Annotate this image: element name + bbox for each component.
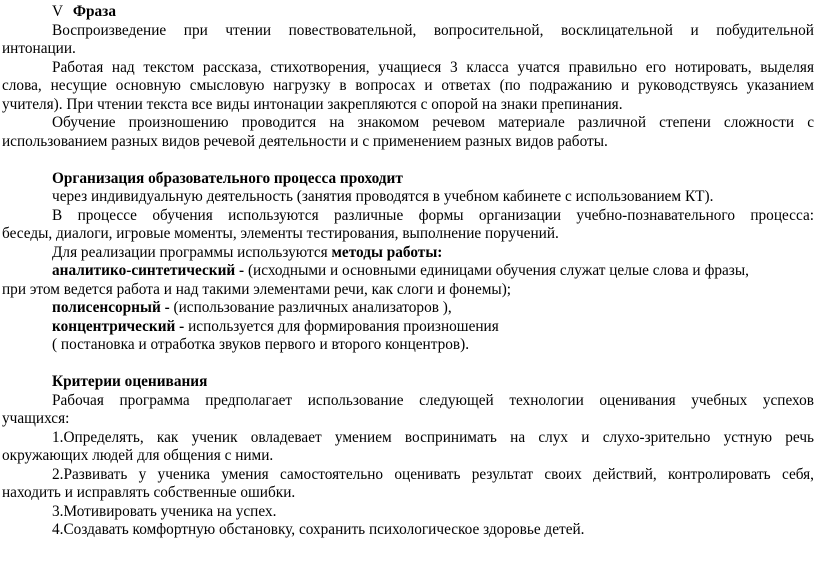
list-item: 1.Определять, как ученик овладевает умением воспринимать на слух и слухо-зрительно устную речь <box>52 428 814 446</box>
section-heading <box>2 3 814 22</box>
paragraph-line: учащихся: <box>2 410 70 427</box>
method-concentric <box>2 318 814 337</box>
paragraph-line: интонации. <box>2 40 76 57</box>
method-polysensory <box>2 299 814 318</box>
method-label: концентрический - <box>52 317 189 335</box>
paragraph-line: Рабочая программа предполагает использование следующей технологии оценивания учебных успехов <box>52 391 814 409</box>
paragraph-line: ( постановка и отработка звуков первого и второго концентров). <box>52 336 470 353</box>
method-analytic <box>2 262 814 281</box>
method-text: (использование различных анализаторов ), <box>173 299 452 316</box>
paragraph-line: Обучение произношению проводится на знакомом речевом материале различной степени сложности с <box>52 114 814 131</box>
paragraph-line: при этом ведется работа и над такими элементами речи, как слоги и фонемы); <box>2 280 512 298</box>
section-numeral: V <box>52 3 64 20</box>
paragraph-line: беседы, диалоги, игровые моменты, элементы тестирования, выполнение поручений. <box>2 225 559 242</box>
methods-intro-text: Для реализации программы используются <box>52 243 332 261</box>
criteria-heading: Критерии оценивания <box>52 373 208 390</box>
list-item-continuation: окружающих людей для общения с ними. <box>2 447 274 464</box>
list-item-continuation: находить и исправлять собственные ошибки. <box>2 484 296 501</box>
method-text: (исходными и основными единицами обучения служат целые слова и фразы, <box>247 262 749 279</box>
method-label: аналитико-синтетический - <box>52 262 248 279</box>
paragraph-line: Работая над текстом рассказа, стихотворения, учащиеся 3 класса учатся правильно его нотировать, выделяя <box>52 58 814 76</box>
organization-heading: Организация образовательного процесса проходит <box>52 169 403 187</box>
paragraph-line: учителя). При чтении текста все виды интонации закрепляются с опорой на знаки препинания. <box>2 95 623 113</box>
list-item: 3.Мотивировать ученика на успех. <box>52 502 277 520</box>
paragraph-line: Воспроизведение при чтении повествовательной, вопросительной, восклицательной и побудительной <box>52 21 814 39</box>
paragraph-line: использованием разных видов речевой деятельности и с применением разных видов работы. <box>2 132 608 150</box>
spacer <box>2 151 814 170</box>
paragraph-line: В процессе обучения используются различные формы организации учебно-познавательного процесса: <box>52 206 814 224</box>
method-label: полисенсорный - <box>52 299 174 316</box>
paragraph-line: через индивидуальную деятельность (занятия проводятся в учебном кабинете с использованием КТ). <box>52 188 714 205</box>
methods-label: методы работы: <box>331 243 443 261</box>
list-item: 4.Создавать комфортную обстановку, сохранить психологическое здоровье детей. <box>52 521 585 538</box>
method-text: используется для формирования произношения <box>188 317 499 335</box>
paragraph-line: слова, несущие основную смысловую нагрузку в вопросах и ответах (по подражанию и руководствуясь указанием <box>2 77 814 94</box>
spacer <box>2 355 814 374</box>
section-title: Фраза <box>72 3 116 20</box>
methods-intro-line <box>2 244 814 263</box>
list-item: 2.Развивать у ученика умения самостоятельно оценивать результат своих действий, контролировать себя, <box>52 465 814 483</box>
